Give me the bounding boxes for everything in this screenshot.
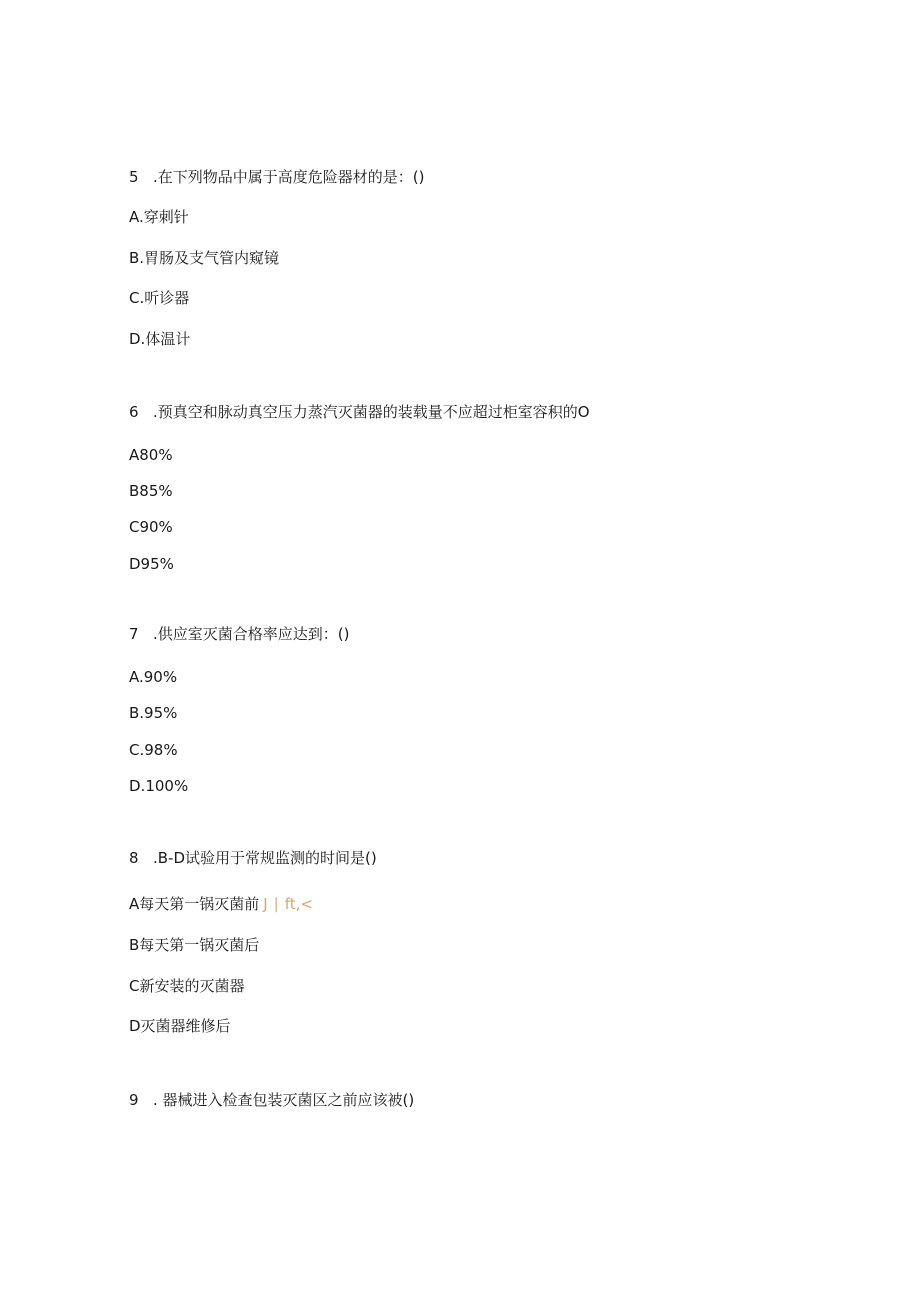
question-5 (129, 167, 424, 187)
option-5b: B.胃肠及支气管内窥镜 (129, 249, 280, 267)
option-8b: B每天第一锅灭菌后 (129, 936, 260, 954)
option-6d: D95% (129, 555, 174, 573)
question-number: 8 (129, 849, 139, 867)
option-7d: D.100% (129, 777, 189, 795)
question-text: .在下列物品中属于高度危险器材的是：() (153, 168, 425, 186)
question-6 (129, 402, 590, 422)
question-text: .预真空和脉动真空压力蒸汽灭菌器的装载量不应超过柜室容积的O (153, 403, 590, 421)
option-8d: D灭菌器维修后 (129, 1017, 231, 1035)
question-text: .B-D试验用于常规监测的时间是() (153, 849, 377, 867)
question-number: 7 (129, 625, 139, 643)
option-6b: B85% (129, 482, 173, 500)
option-7b: B.95% (129, 704, 178, 722)
question-number: 6 (129, 403, 139, 421)
question-8 (129, 848, 377, 868)
option-5a: A.穿刺针 (129, 208, 189, 226)
question-text: . 器械进入检查包装灭菌区之前应该被() (153, 1091, 415, 1109)
option-6c: C90% (129, 518, 173, 536)
option-8c: C新安装的灭菌器 (129, 977, 245, 995)
option-7a: A.90% (129, 668, 178, 686)
option-6a: A80% (129, 446, 173, 464)
question-text: .供应室灭菌合格率应达到：() (153, 625, 350, 643)
option-7c: C.98% (129, 741, 178, 759)
question-7 (129, 624, 349, 644)
handwritten-mark: J ∣ ft,< (263, 895, 313, 913)
question-number: 9 (129, 1091, 139, 1109)
question-number: 5 (129, 168, 139, 186)
option-8a (129, 894, 313, 914)
option-text: A每天第一锅灭菌前 (129, 895, 260, 913)
option-5c: C.听诊器 (129, 289, 190, 307)
option-5d: D.体温计 (129, 330, 191, 348)
question-9 (129, 1090, 414, 1110)
